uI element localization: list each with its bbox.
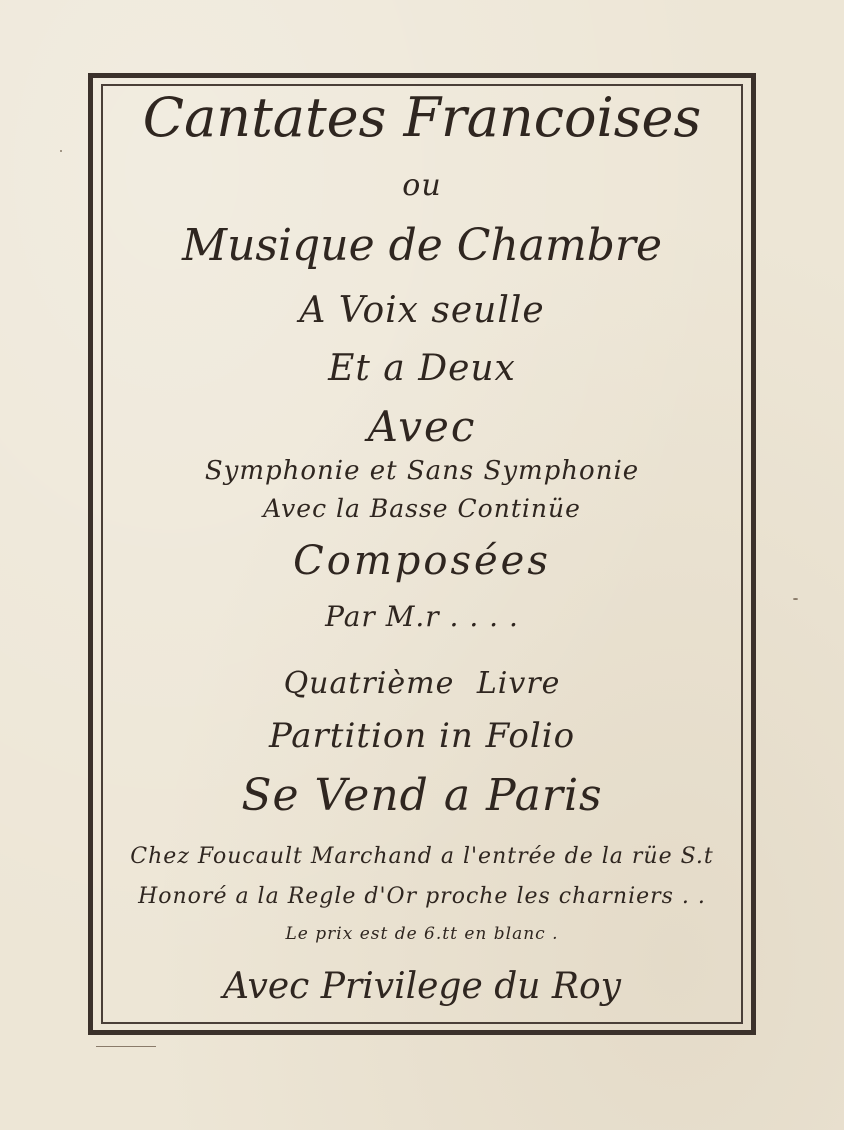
ink-speck bbox=[793, 598, 798, 600]
avec-line: Avec bbox=[367, 402, 477, 451]
voix-line: A Voix seulle bbox=[299, 290, 545, 331]
privilege-line: Avec Privilege du Roy bbox=[223, 966, 621, 1007]
author-line: Par M.r . . . . bbox=[325, 600, 519, 633]
address-line: Honoré a la Regle d'Or proche les charniers . . bbox=[138, 884, 706, 909]
basse-line: Avec la Basse Continüe bbox=[263, 494, 581, 523]
price-line: Le prix est de 6.tt en blanc . bbox=[285, 924, 559, 944]
publisher-line: Chez Foucault Marchand a l'entrée de la rüe S.t bbox=[130, 844, 714, 869]
deux-line: Et a Deux bbox=[328, 348, 516, 389]
ink-speck bbox=[60, 150, 62, 152]
book-number-line: Quatrième Livre bbox=[283, 666, 561, 701]
ou-text: ou bbox=[402, 168, 442, 203]
ink-speck bbox=[96, 1046, 156, 1047]
symphonie-line: Symphonie et Sans Symphonie bbox=[204, 456, 640, 486]
composees-line: Composées bbox=[293, 538, 551, 584]
vend-line: Se Vend a Paris bbox=[241, 770, 603, 821]
title: Cantates Francoises bbox=[142, 86, 702, 149]
subtitle: Musique de Chambre bbox=[182, 220, 662, 271]
partition-line: Partition in Folio bbox=[268, 716, 576, 756]
